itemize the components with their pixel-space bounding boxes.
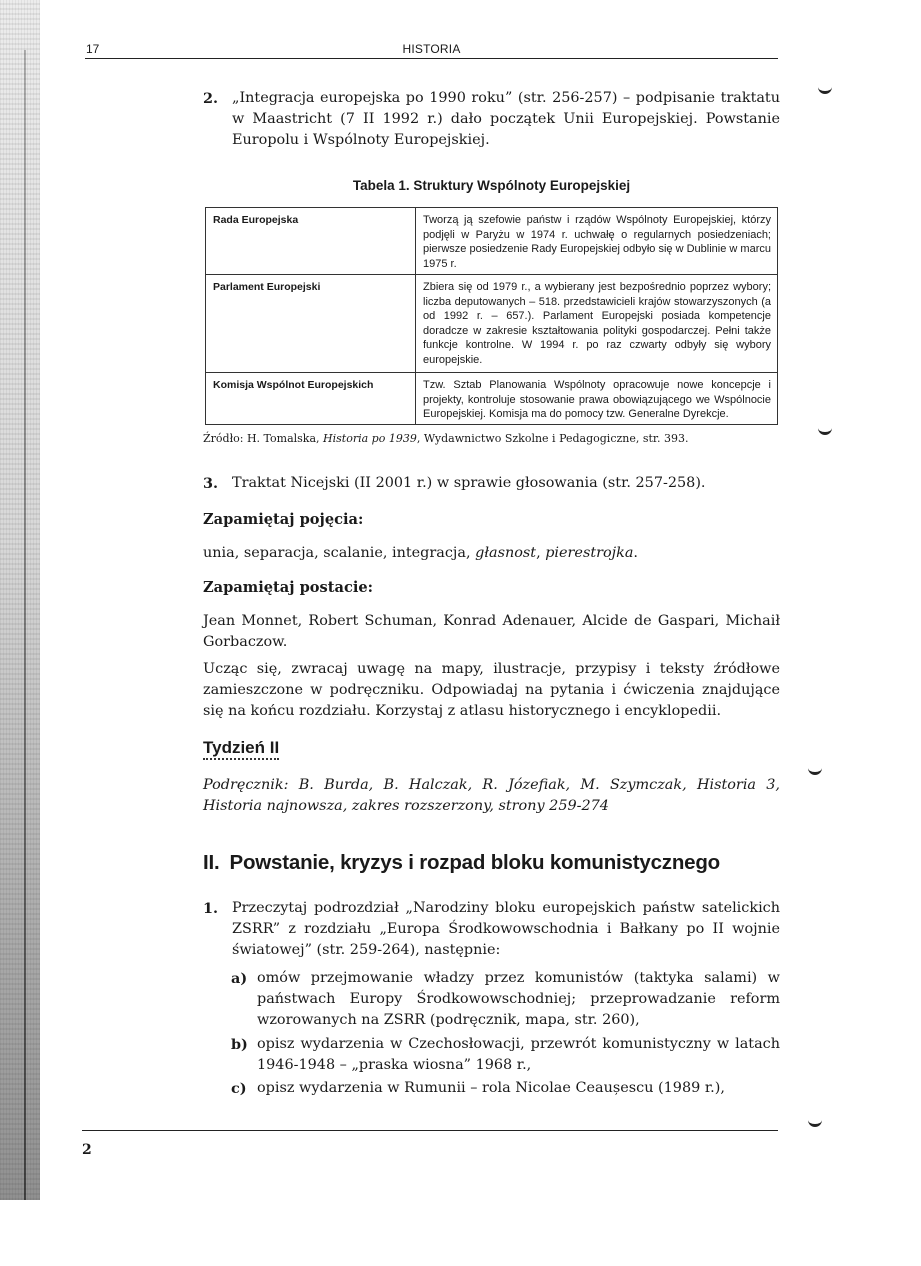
table-cell-description: Zbiera się od 1979 r., a wybierany jest bezpośrednio poprzez wybory; liczba deputowanych – 518. przedstawicieli krajów stowarzyszonych (a od 1992 r. – 657.). Parlament Europejski posiada kompetencje doradcze w zakresie kształtowania polityki gospodarczej. Pełni także funkcje kontrolne. W 1994 r. po raz czwarty odbyły się wybory europejskie.: [416, 275, 778, 373]
footer-rule: [82, 1130, 778, 1131]
subitem-a: [231, 968, 780, 1031]
table-cell-name: Parlament Europejski: [206, 275, 416, 373]
figures-heading: Zapamiętaj postacie:: [203, 579, 374, 596]
subitem-letter: b): [231, 1036, 248, 1053]
margin-mark-icon: [818, 426, 832, 435]
item-text: Traktat Nicejski (II 2001 r.) w sprawie głosowania (str. 257-258).: [232, 475, 706, 491]
week-heading: Tydzień II: [203, 738, 279, 760]
chapter-heading: [203, 851, 720, 875]
table-row: [206, 208, 778, 275]
item-number: 3.: [203, 475, 219, 492]
item-text: Przeczytaj podrozdział „Narodziny bloku europejskich państw satelickich ZSRR” z rozdziału „Europa Środkowowschodnia i Bałkany po II wojnie światowej” (str. 259-264), następnie:: [232, 900, 780, 958]
item-text: „Integracja europejska po 1990 roku” (str. 256-257) – podpisanie traktatu w Maastricht (7 II 1992 r.) dało początek Unii Europejskiej. Powstanie Europolu i Wspólnoty Europejskiej.: [232, 90, 780, 148]
footer-page-number: 2: [82, 1142, 92, 1158]
concepts-separator: ,: [536, 545, 546, 561]
margin-mark-icon: [808, 766, 822, 775]
table-row: [206, 373, 778, 425]
margin-mark-icon: [818, 85, 832, 94]
textbook-reference: Podręcznik: B. Burda, B. Halczak, R. Józefiak, M. Szymczak, Historia 3, Historia najnowsza, zakres rozszerzony, strony 259-274: [203, 777, 780, 814]
structures-table: [205, 207, 778, 425]
header-running-title: HISTORIA: [402, 42, 461, 56]
subitem-text: opisz wydarzenia w Rumunii – rola Nicolae Ceaușescu (1989 r.),: [257, 1080, 725, 1096]
table-cell-name: Komisja Wspólnot Europejskich: [206, 373, 416, 425]
concepts-list: [203, 543, 780, 564]
concepts-heading: Zapamiętaj pojęcia:: [203, 511, 364, 528]
figures-list: Jean Monnet, Robert Schuman, Konrad Adenauer, Alcide de Gaspari, Michaił Gorbaczow.: [203, 613, 780, 650]
study-tip: Ucząc się, zwracaj uwagę na mapy, ilustracje, przypisy i teksty źródłowe zamieszczone w podręczniku. Odpowiadaj na pytania i ćwiczenia znajdujące się na końcu rozdziału. Korzystaj z atlasu historycznego i encyklopedii.: [203, 661, 780, 719]
concept-glasnost: głasnost: [475, 545, 537, 561]
subitem-text: omów przejmowanie władzy przez komunistów (taktyka salami) w państwach Europy Środkowowschodniej; przeprowadzanie reform wzorowanych na ZSRR (podręcznik, mapa, str. 260),: [257, 970, 780, 1028]
table-cell-description: Tzw. Sztab Planowania Wspólnoty opracowuje nowe koncepcje i projekty, kontroluje stosowanie prawa obowiązującego we Wspólnocie Europejskiej. Komisja ma do pomocy tzw. Generalne Dyrekcje.: [416, 373, 778, 425]
item-number: 1.: [203, 900, 219, 917]
source-prefix: Źródło: H. Tomalska,: [203, 432, 324, 445]
list-item-2: [203, 88, 780, 151]
subitem-text: opisz wydarzenia w Czechosłowacji, przewrót komunistyczny w latach 1946-1948 – „praska wiosna” 1968 r.,: [257, 1036, 780, 1073]
margin-mark-icon: [808, 1118, 822, 1127]
source-title: Historia po 1939: [323, 432, 417, 445]
chapter-list-item-1: [203, 898, 780, 961]
table-cell-name: Rada Europejska: [206, 208, 416, 275]
subitem-c: [231, 1078, 780, 1099]
list-item-3: [203, 473, 780, 494]
concept-pierestrojka: pierestrojka: [545, 545, 634, 561]
chapter-title: Powstanie, kryzys i rozpad bloku komunistycznego: [229, 851, 720, 874]
table-caption: Tabela 1. Struktury Wspólnoty Europejskiej: [352, 178, 631, 193]
source-suffix: , Wydawnictwo Szkolne i Pedagogiczne, str. 393.: [416, 432, 689, 445]
item-number: 2.: [203, 90, 219, 107]
table-row: [206, 275, 778, 373]
header-page-number: 17: [86, 42, 100, 56]
concepts-end: .: [633, 545, 638, 561]
scan-binding-shadow: [0, 0, 40, 1200]
table-cell-description: Tworzą ją szefowie państw i rządów Wspólnoty Europejskiej, którzy podjęli w Paryżu w 1974 r. uchwałę o regularnych posiedzeniach; pierwsze posiedzenie Rady Europejskiej odbyło się w Dublinie w marcu 1975 r.: [416, 208, 778, 275]
running-header: [85, 42, 778, 59]
subitem-b: [231, 1034, 780, 1076]
table-source: [203, 432, 803, 445]
subitem-letter: a): [231, 970, 248, 987]
concepts-plain: unia, separacja, scalanie, integracja,: [203, 545, 476, 561]
subitem-letter: c): [231, 1080, 247, 1097]
chapter-roman: II.: [203, 851, 220, 874]
